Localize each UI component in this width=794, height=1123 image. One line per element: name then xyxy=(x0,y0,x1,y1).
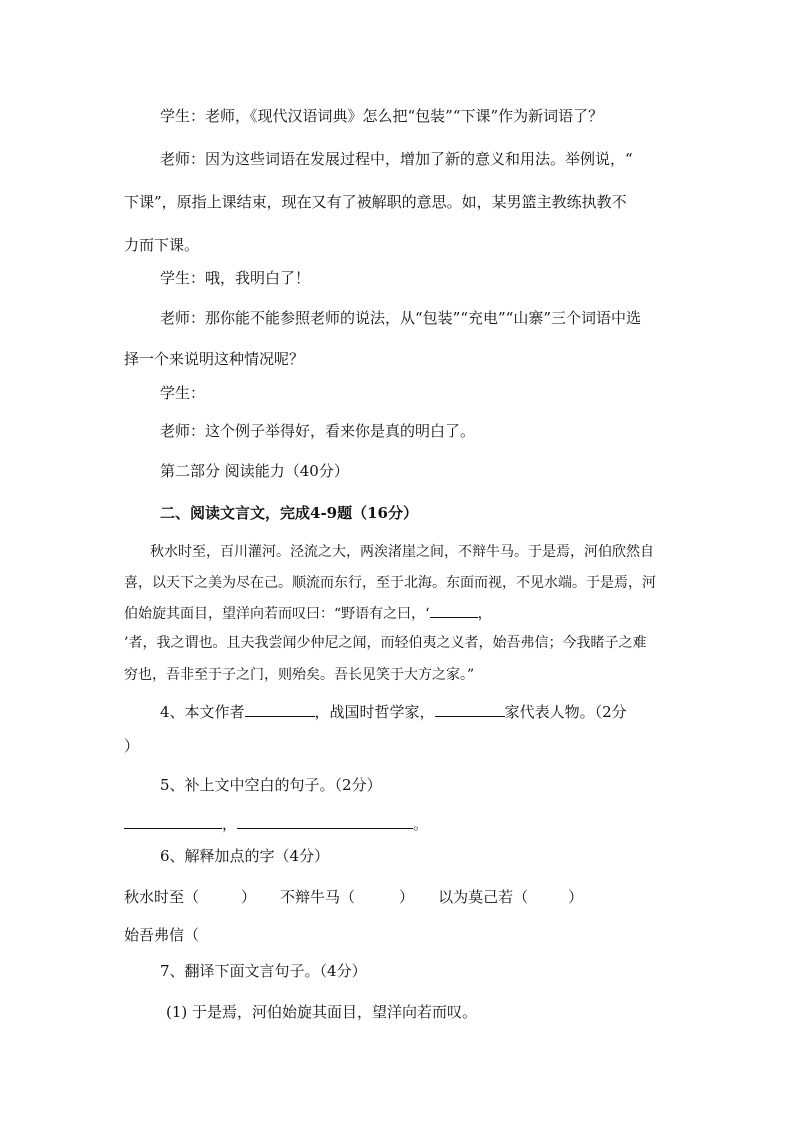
q4-text-a: 4、本文作者 xyxy=(160,703,245,721)
question-4 xyxy=(160,702,627,722)
dialogue-line-4: 力而下课。 xyxy=(124,236,200,254)
q6-items-line xyxy=(124,887,583,907)
question-7: 7、翻译下面文言句子。（4分） xyxy=(160,962,367,980)
q5-blank-1[interactable] xyxy=(124,814,222,829)
dialogue-line-2: 老师：因为这些词语在发展过程中，增加了新的意义和用法。举例说，“ xyxy=(160,150,633,168)
q4-text-c: 家代表人物。（2分 xyxy=(504,703,627,721)
q6-item-3-close: ） xyxy=(568,888,584,906)
q4-close-paren: ） xyxy=(124,737,140,755)
q6-item-1-close: ） xyxy=(241,888,257,906)
passage-blank-1[interactable] xyxy=(430,603,478,618)
q5-comma: ， xyxy=(222,815,238,833)
q6-item-2: 不辩牛马（ xyxy=(280,888,356,906)
dialogue-line-1: 学生：老师，《现代汉语词典》怎么把“包装”“下课”作为新词语了？ xyxy=(160,107,604,125)
passage-line-3 xyxy=(124,603,492,624)
q6-item-1: 秋水时至（ xyxy=(124,888,200,906)
q6-item-4: 始吾弗信（ xyxy=(124,926,200,944)
passage-line-2: 喜，以天下之美为尽在己。顺流而东行，至于北海。东面而视，不见水端。于是焉，河 xyxy=(124,575,656,591)
dialogue-line-6: 老师：那你能不能参照老师的说法，从“包装”“充电”“山寨”三个词语中选 xyxy=(160,309,642,327)
q4-blank-school[interactable] xyxy=(435,702,505,717)
passage-line-1: 秋水时至，百川灌河。泾流之大，两涘渚崖之间，不辩牛马。于是焉，河伯欣然自 xyxy=(150,544,654,560)
dialogue-line-3: 下课”，原指上课结束，现在又有了被解职的意思。如，某男篮主教练执教不 xyxy=(124,193,627,211)
passage-line-5: 穷也，吾非至于子之门，则殆矣。吾长见笑于大方之家。” xyxy=(124,667,475,683)
passage-line-3-text: 伯始旋其面目，望洋向若而叹曰：“野语有之曰，‘ xyxy=(124,606,430,622)
dialogue-line-8: 学生： xyxy=(160,384,206,402)
q6-item-2-close: ） xyxy=(399,888,415,906)
part2-heading: 第二部分 阅读能力（40分） xyxy=(160,462,349,480)
q5-answer-line xyxy=(124,814,428,834)
q5-blank-2[interactable] xyxy=(237,814,413,829)
section-title: 二、阅读文言文，完成4-9题（16分） xyxy=(160,504,418,522)
q4-blank-author[interactable] xyxy=(245,702,315,717)
passage-line-3-comma: ， xyxy=(477,606,492,622)
q5-period: 。 xyxy=(413,815,429,833)
dialogue-line-9: 老师：这个例子举得好，看来你是真的明白了。 xyxy=(160,422,476,440)
q4-text-b: ，战国时哲学家， xyxy=(314,703,435,721)
q7-sentence-1: (1) 于是焉，河伯始旋其面目，望洋向若而叹。 xyxy=(166,1003,478,1021)
passage-line-4: ’者，我之谓也。且夫我尝闻少仲尼之闻，而轻伯夷之义者，始吾弗信；今我睹子之难 xyxy=(124,635,647,651)
q6-item-3: 以为莫己若（ xyxy=(438,888,529,906)
dialogue-line-7: 择一个来说明这种情况呢？ xyxy=(124,350,305,368)
dialogue-line-5: 学生：哦，我明白了！ xyxy=(160,269,311,287)
question-6: 6、解释加点的字（4分） xyxy=(160,847,330,865)
question-5: 5、补上文中空白的句子。（2分） xyxy=(160,776,382,794)
